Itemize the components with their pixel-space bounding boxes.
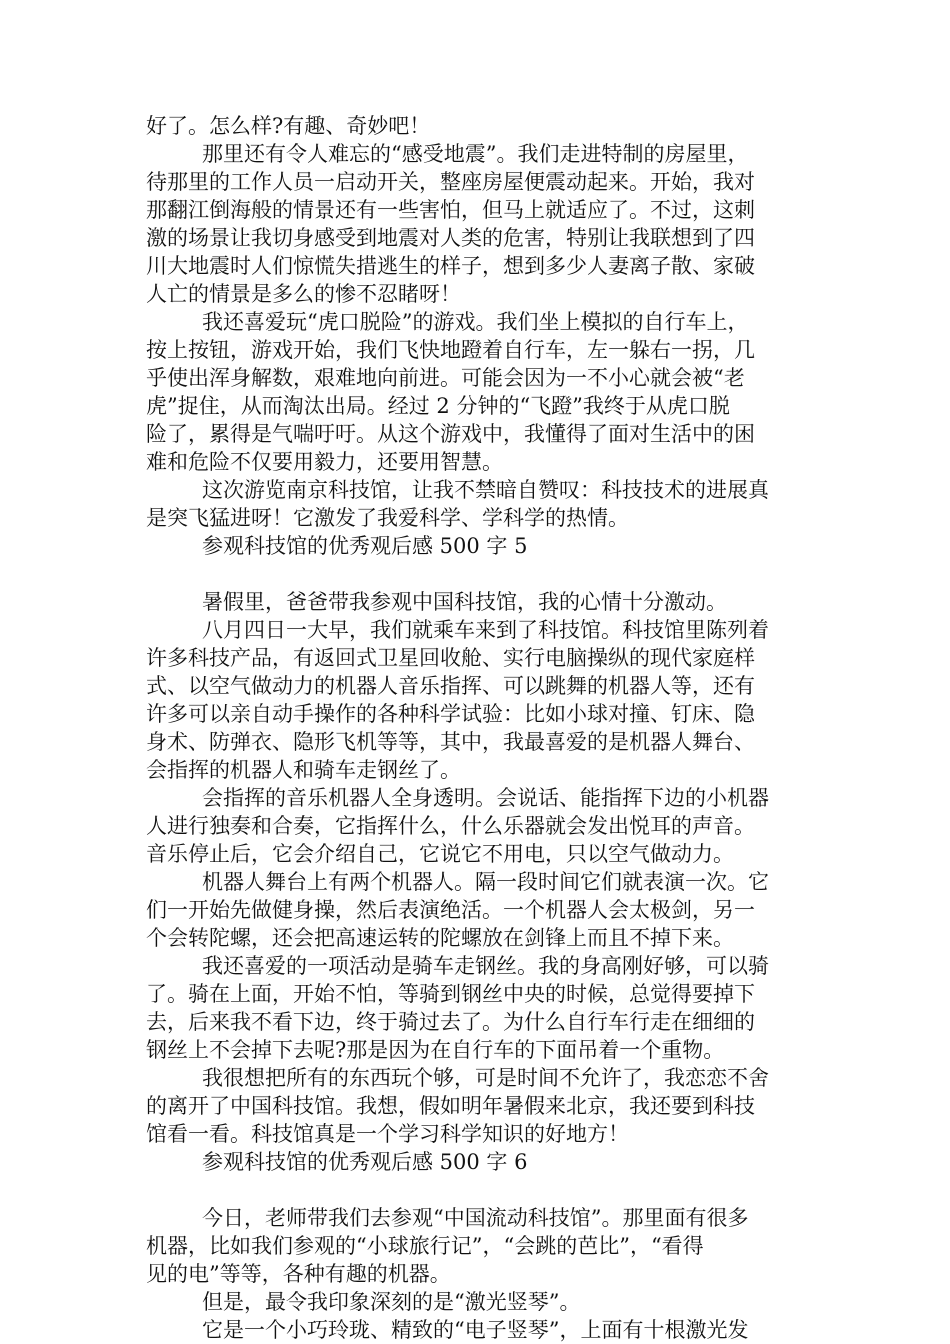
text-line: 式、以空气做动力的机器人音乐指挥、可以跳舞的机器人等，还有: [146, 674, 755, 698]
text-line: 我很想把所有的东西玩个够，可是时间不允许了，我恋恋不舍: [202, 1066, 769, 1090]
text-line: 身术、防弹衣、隐形飞机等等，其中，我最喜爱的是机器人舞台、: [146, 730, 755, 754]
text-line: 许多可以亲自动手操作的各种科学试验：比如小球对撞、钉床、隐: [146, 702, 755, 726]
paragraph: [146, 1204, 816, 1288]
paragraph: [146, 1316, 816, 1344]
paragraph: [146, 616, 816, 784]
text-line: 会指挥的机器人和骑车走钢丝了。: [146, 758, 461, 782]
text-line: 音乐停止后，它会介绍自己，它说它不用电，只以空气做动力。: [146, 842, 734, 866]
paragraph: [146, 1288, 816, 1316]
text-line: 但是，最令我印象深刻的是“激光竖琴”。: [202, 1290, 581, 1314]
paragraph: [146, 868, 816, 952]
paragraph: [146, 308, 816, 476]
paragraph: [146, 784, 816, 868]
text-line: 机器人舞台上有两个机器人。隔一段时间它们就表演一次。它: [202, 870, 769, 894]
text-line: 的离开了中国科技馆。我想，假如明年暑假来北京，我还要到科技: [146, 1094, 755, 1118]
text-line: 是突飞猛进呀！它激发了我爱科学、学科学的热情。: [146, 506, 629, 530]
text-line: 人亡的情景是多么的惨不忍睹呀！: [146, 282, 461, 306]
text-line: 们一开始先做健身操，然后表演绝活。一个机器人会太极剑，另一: [146, 898, 755, 922]
text-line: 我还喜爱玩“虎口脱险”的游戏。我们坐上模拟的自行车上，: [202, 310, 749, 334]
text-line: 虎”捉住，从而淘汰出局。经过 2 分钟的“飞蹬”我终于从虎口脱: [146, 394, 730, 418]
text-line: 乎使出浑身解数，艰难地向前进。可能会因为一不小心就会被“老: [146, 366, 745, 390]
text-line: 难和危险不仅要用毅力，还要用智慧。: [146, 450, 503, 474]
text-line: 见的电”等等，各种有趣的机器。: [146, 1262, 451, 1286]
text-line: 许多科技产品，有返回式卫星回收舱、实行电脑操纵的现代家庭样: [146, 646, 755, 670]
text-line: 人进行独奏和合奏，它指挥什么，什么乐器就会发出悦耳的声音。: [146, 814, 755, 838]
text-line: 我还喜爱的一项活动是骑车走钢丝。我的身高刚好够，可以骑: [202, 954, 769, 978]
text-line: 暑假里，爸爸带我参观中国科技馆，我的心情十分激动。: [202, 590, 727, 614]
paragraph: [146, 140, 816, 308]
text-line: 今日，老师带我们去参观“中国流动科技馆”。那里面有很多: [202, 1206, 749, 1230]
text-line: 川大地震时人们惊慌失措逃生的样子，想到多少人妻离子散、家破: [146, 254, 755, 278]
text-line: 八月四日一大早，我们就乘车来到了科技馆。科技馆里陈列着: [202, 618, 769, 642]
text-line: 了。骑在上面，开始不怕，等骑到钢丝中央的时候，总觉得要掉下: [146, 982, 755, 1006]
paragraph: [146, 952, 816, 1064]
text-line: 待那里的工作人员一启动开关，整座房屋便震动起来。开始，我对: [146, 170, 755, 194]
document-page: [146, 112, 816, 1344]
text-line: 馆看一看。科技馆真是一个学习科学知识的好地方！: [146, 1122, 629, 1146]
text-line: 去，后来我不看下边，终于骑过去了。为什么自行车行走在细细的: [146, 1010, 755, 1034]
text-line: 参观科技馆的优秀观后感 500 字 5: [202, 534, 528, 558]
text-line: 好了。怎么样?有趣、奇妙吧！: [146, 114, 431, 138]
paragraph: [146, 1064, 816, 1148]
text-line: 个会转陀螺，还会把高速运转的陀螺放在剑锋上而且不掉下来。: [146, 926, 734, 950]
text-line: 那翻江倒海般的情景还有一些害怕，但马上就适应了。不过，这刺: [146, 198, 755, 222]
paragraph: [146, 588, 816, 616]
text-line: 它是一个小巧玲珑、精致的“电子竖琴”，上面有十根激光发: [202, 1318, 749, 1342]
text-line: 这次游览南京科技馆，让我不禁暗自赞叹：科技技术的进展真: [202, 478, 769, 502]
blank-line: [146, 1176, 816, 1204]
paragraph: [146, 112, 816, 140]
section-heading: [146, 532, 816, 560]
text-line: 机器，比如我们参观的“小球旅行记”，“会跳的芭比”，“看得: [146, 1234, 704, 1258]
text-line: 险了，累得是气喘吁吁。从这个游戏中，我懂得了面对生活中的困: [146, 422, 755, 446]
section-heading: [146, 1148, 816, 1176]
text-line: 参观科技馆的优秀观后感 500 字 6: [202, 1150, 528, 1174]
paragraph: [146, 476, 816, 532]
text-line: 会指挥的音乐机器人全身透明。会说话、能指挥下边的小机器: [202, 786, 769, 810]
text-line: 那里还有令人难忘的“感受地震”。我们走进特制的房屋里，: [202, 142, 749, 166]
blank-line: [146, 560, 816, 588]
text-line: 激的场景让我切身感受到地震对人类的危害，特别让我联想到了四: [146, 226, 755, 250]
text-line: 按上按钮，游戏开始，我们飞快地蹬着自行车，左一躲右一拐，几: [146, 338, 755, 362]
text-line: 钢丝上不会掉下去呢?那是因为在自行车的下面吊着一个重物。: [146, 1038, 725, 1062]
